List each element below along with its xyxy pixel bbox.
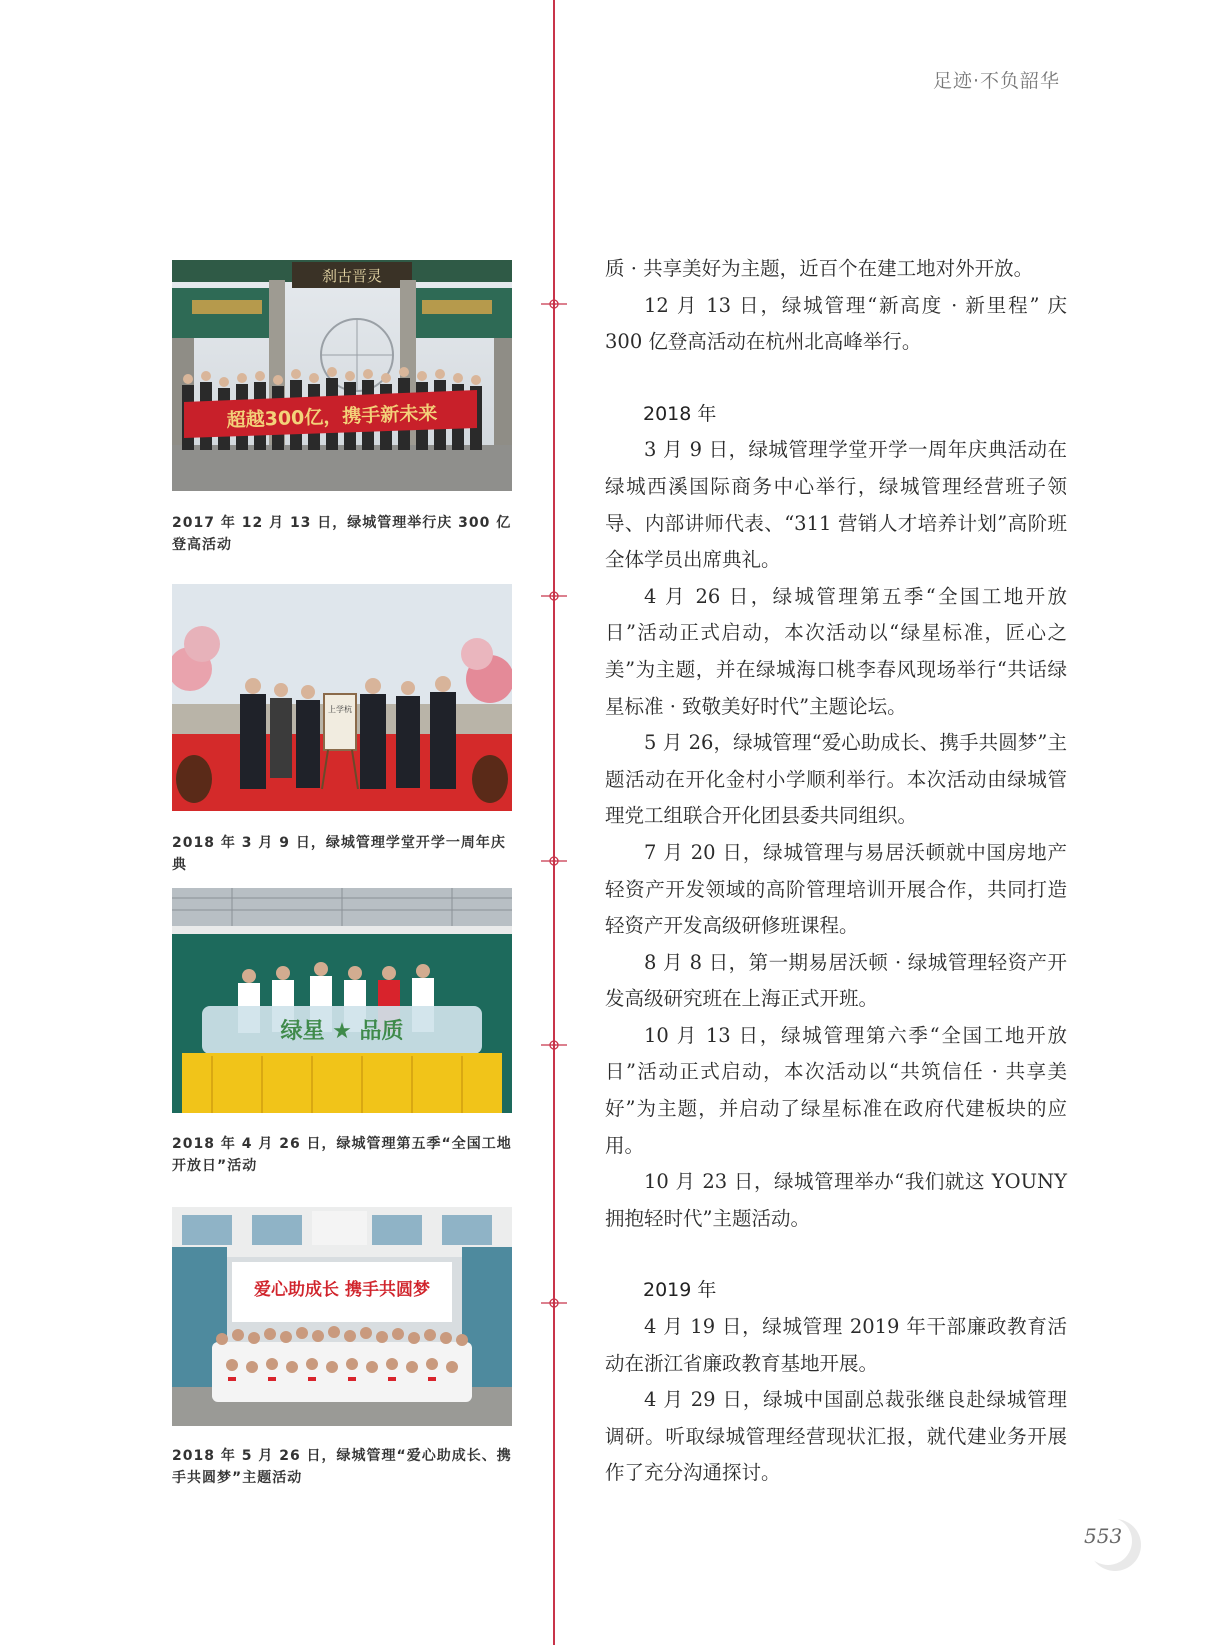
photo-charity-event [172, 1207, 512, 1426]
photo-caption: 2018 年 5 月 26 日，绿城管理“爱心助成长、携手共圆梦”主题活动 [172, 1448, 512, 1486]
paragraph: 8 月 8 日，第一期易居沃顿 · 绿城管理轻资产开发高级研究班在上海正式开班。 [605, 950, 1067, 1011]
paragraph: 4 月 29 日，绿城中国副总裁张继良赴绿城管理调研。听取绿城管理经营现状汇报，就代建业务开展作了充分沟通探讨。 [605, 1388, 1067, 1485]
paragraph: 12 月 13 日，绿城管理“新高度 · 新里程” 庆 300 亿登高活动在杭州北高峰举行。 [605, 293, 1067, 354]
year-heading-2019: 2019 年 [643, 1279, 717, 1302]
year-heading-2018: 2018 年 [643, 402, 717, 425]
photo-academy-anniversary [172, 584, 512, 811]
photo-open-day [172, 888, 512, 1113]
event-banner-text: 爱心助成长 携手共圆梦 [254, 1280, 430, 1300]
paragraph: 10 月 13 日，绿城管理第六季“全国工地开放日”活动正式启动，本次活动以“共筑信任 · 共享美好”为主题，并启动了绿星标准在政府代建板块的应用。 [605, 1023, 1067, 1157]
timeline-marker [541, 1296, 567, 1310]
paragraph: 10 月 23 日，绿城管理举办“我们就这 YOUNY 拥抱轻时代”主题活动。 [605, 1170, 1067, 1230]
sculpture-text: 绿星 ★ 品质 [280, 1019, 404, 1044]
photo-caption: 2018 年 3 月 9 日，绿城管理学堂开学一周年庆典 [172, 835, 506, 873]
photo-celebration-300 [172, 260, 512, 491]
sign-text: 上学杭 [328, 705, 352, 714]
page-header-title: 足迹·不负韶华 [932, 70, 1060, 92]
timeline-marker [541, 297, 567, 311]
page-number: 553 [1084, 1524, 1123, 1548]
timeline-line [553, 0, 555, 1645]
timeline-marker [541, 589, 567, 603]
photo-caption: 2017 年 12 月 13 日，绿城管理举行庆 300 亿登高活动 [172, 515, 512, 553]
timeline-marker [541, 1038, 567, 1052]
photo-caption: 2018 年 4 月 26 日，绿城管理第五季“全国工地开放日”活动 [172, 1136, 512, 1174]
paragraph: 3 月 9 日，绿城管理学堂开学一周年庆典活动在绿城西溪国际商务中心举行，绿城管理经营班子领导、内部讲师代表、“311 营销人才培养计划”高阶班全体学员出席典礼。 [605, 438, 1067, 572]
paragraph: 质 · 共享美好为主题，近百个在建工地对外开放。 [605, 257, 1034, 280]
paragraph: 4 月 26 日，绿城管理第五季“全国工地开放日”活动正式启动，本次活动以“绿星标准，匠心之美”为主题，并在绿城海口桃李春风现场举行“共话绿星标准 · 致敬美好时代”主题论坛。 [605, 584, 1067, 718]
paragraph: 7 月 20 日，绿城管理与易居沃顿就中国房地产轻资产开发领域的高阶管理培训开展合作，共同打造轻资产开发高级研修班课程。 [605, 840, 1067, 938]
paragraph: 4 月 19 日，绿城管理 2019 年干部廉政教育活动在浙江省廉政教育基地开展。 [605, 1315, 1067, 1375]
gate-sign-text: 刹古晋灵 [321, 267, 383, 285]
banner-text: 超越300亿，携手新未来 [226, 402, 438, 432]
timeline-marker [541, 854, 567, 868]
paragraph: 5 月 26，绿城管理“爱心助成长、携手共圆梦”主题活动在开化金村小学顺利举行。本次活动由绿城管理党工组联合开化团县委共同组织。 [605, 731, 1067, 828]
timeline-text-column [605, 251, 1067, 1492]
